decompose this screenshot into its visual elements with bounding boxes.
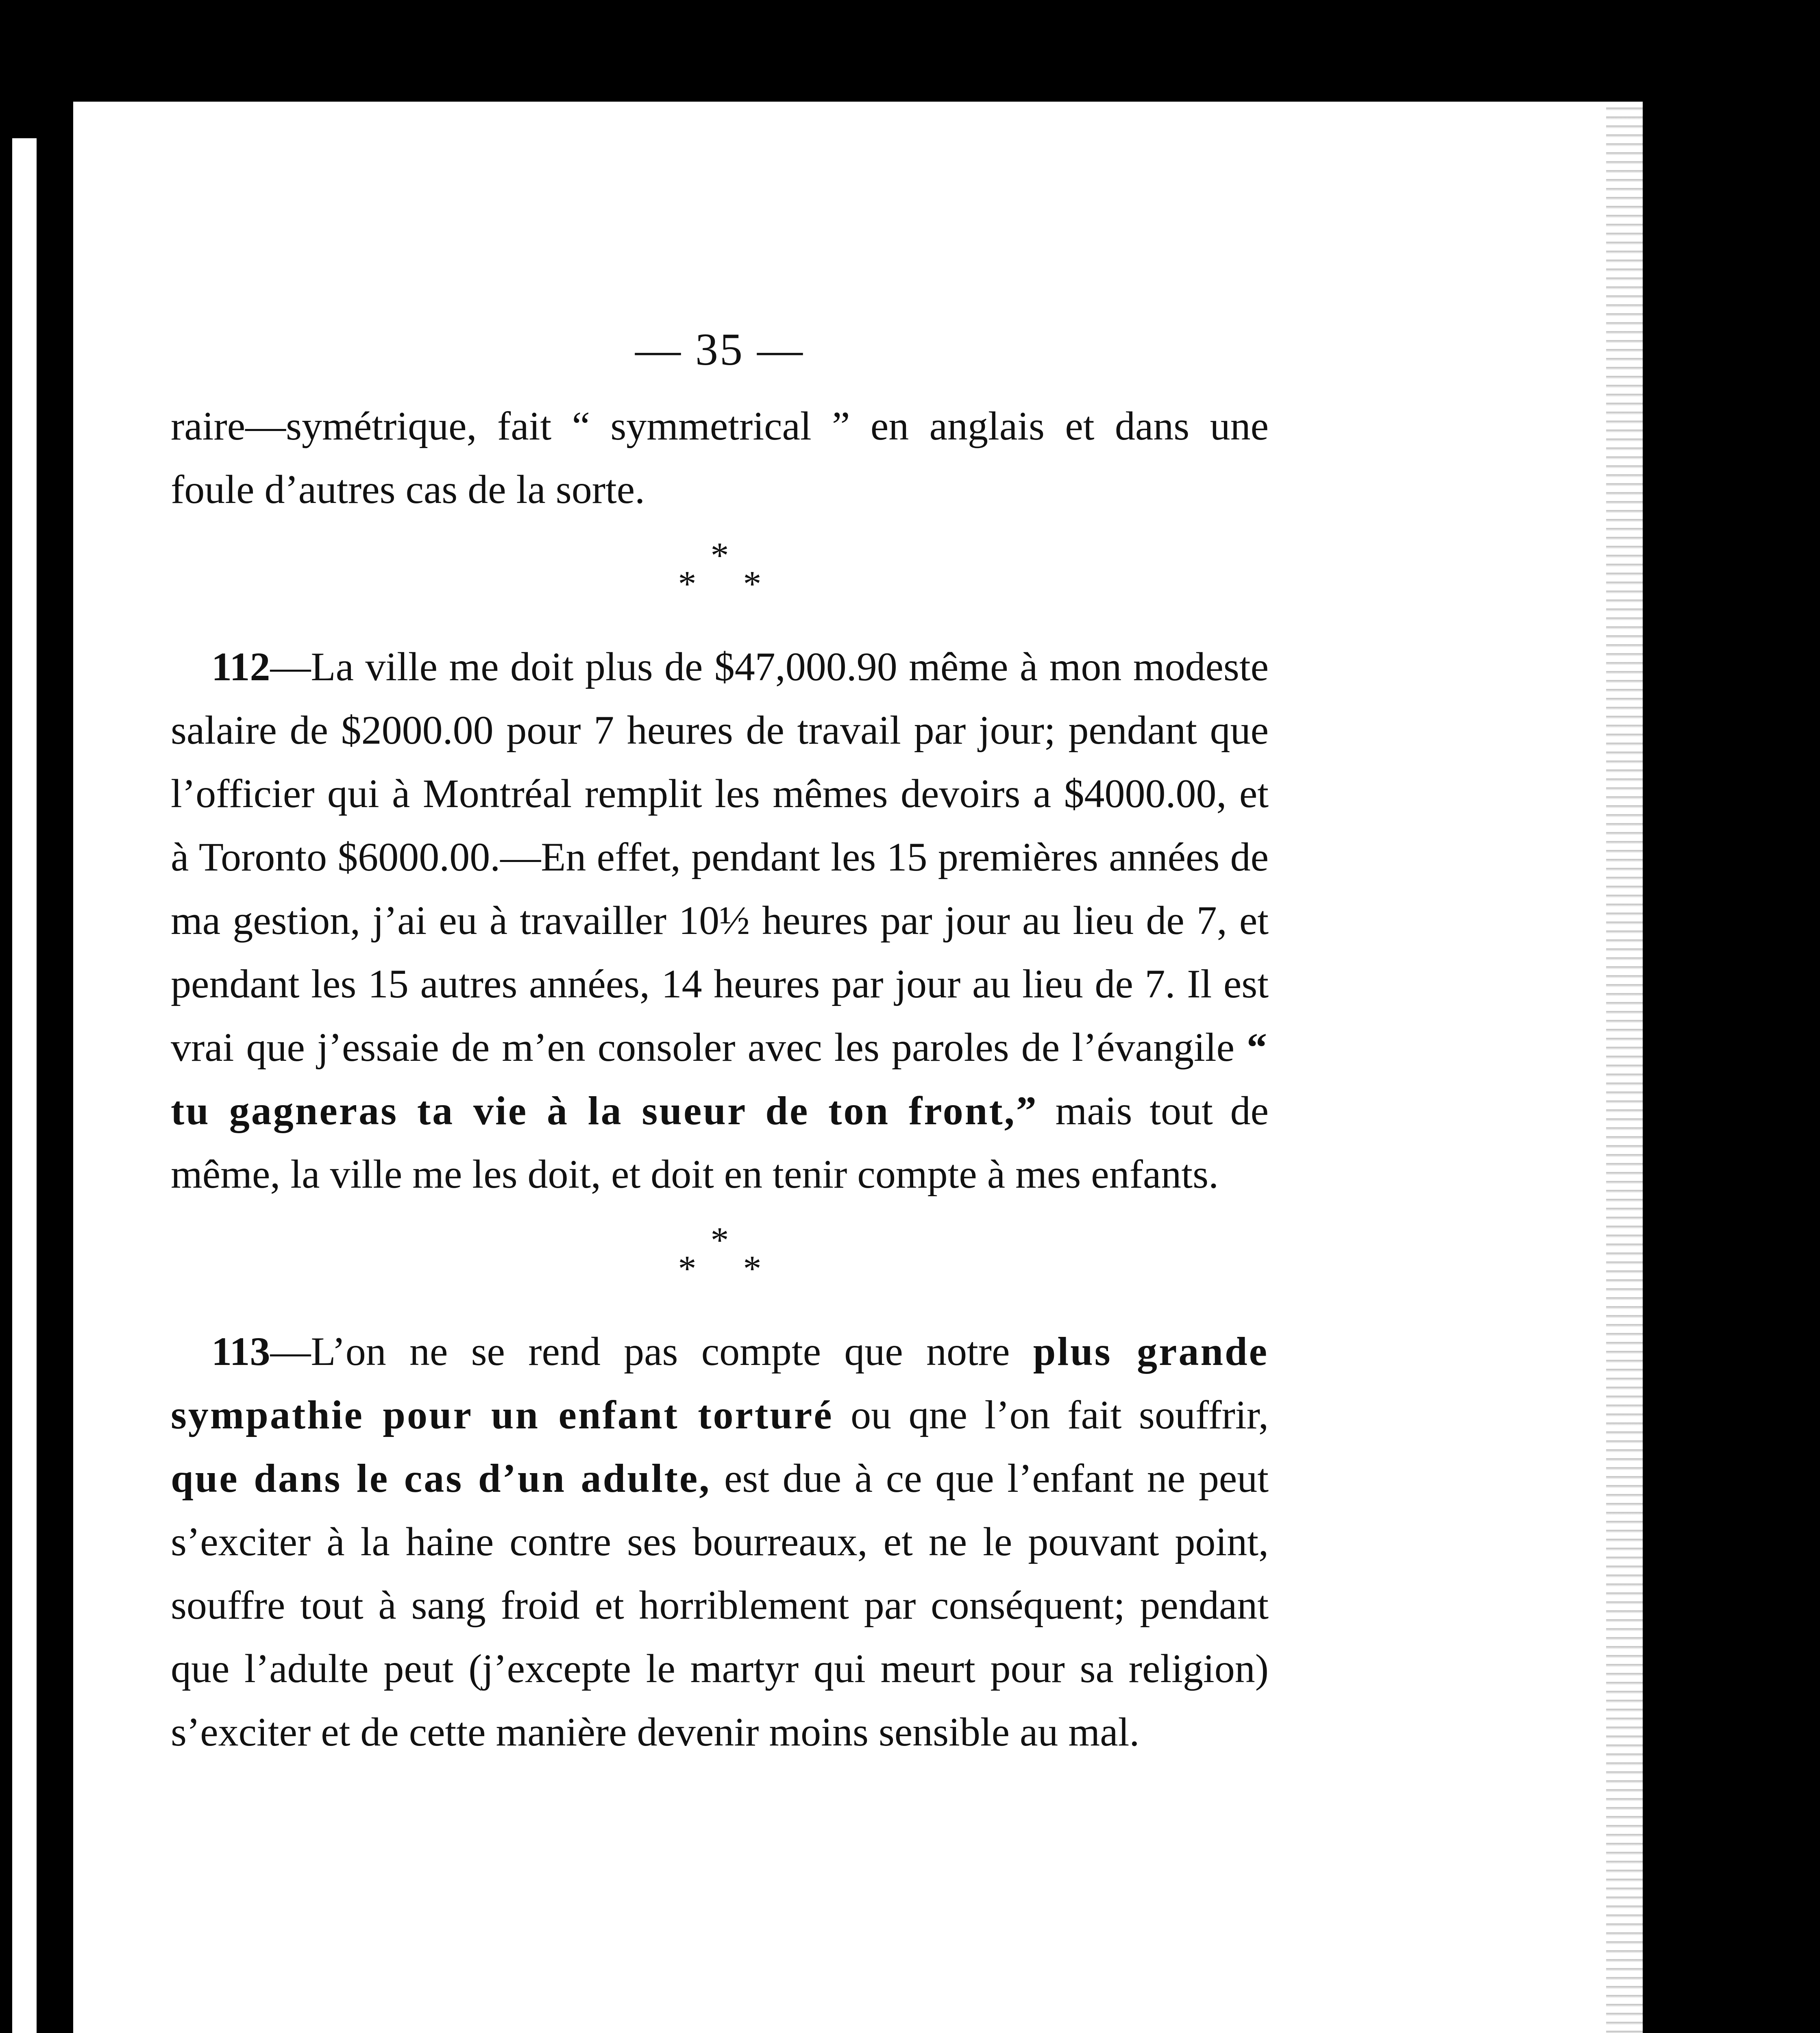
paragraph-112-text-before: —La ville me doit plus de $47,000.90 même à mon modeste salaire de $2000.00 pour 7 heures de travail par jour; pendant que l’officier qui à Montréal remplit les mêmes devoirs a $4000.00, et à Toronto $6000.00.—En effet, pendant les 15 premières années de ma gestion, j’ai eu à travailler 10½ heures par jour au lieu de 7, et pendant les 15 autres années, 14 heures par jour au lieu de 7. Il est vrai que j’essaie de m’en consoler avec les paroles de l’évangile xyxy=(171,644,1269,1070)
paragraph-113-bold-1: plus grande sympathie pour un enfant torturé xyxy=(171,1329,1269,1437)
asterism-star-left: * xyxy=(678,1249,697,1289)
scan-left-edge xyxy=(12,138,37,2033)
asterism-star-top: * xyxy=(710,1220,729,1260)
page-right-edge-noise xyxy=(1606,102,1643,2033)
paragraph-number-113: 113 xyxy=(211,1329,270,1374)
paragraph-112-text-after: mais tout de même, la ville me les doit, et doit en tenir compte à mes enfants. xyxy=(171,1088,1269,1197)
asterism-divider xyxy=(171,535,1269,615)
book-page xyxy=(73,102,1643,2033)
paragraph-113 xyxy=(171,1320,1269,1764)
asterism-star-right: * xyxy=(743,564,762,604)
asterism-star-right: * xyxy=(743,1249,762,1289)
paragraph-113-text-2: ou qne l’on fait souffrir, xyxy=(833,1392,1269,1437)
asterism-divider-2 xyxy=(171,1222,1269,1299)
page-content xyxy=(171,321,1269,1764)
page-number: — 35 — xyxy=(635,324,804,375)
paragraph-number-112: 112 xyxy=(211,644,270,689)
paragraph-113-text-1: —L’on ne se rend pas compte que notre xyxy=(270,1329,1033,1374)
paragraph-112-bold-quote: “ tu gagneras ta vie à la sueur de ton front,” xyxy=(171,1025,1269,1133)
asterism-star-top: * xyxy=(710,535,729,576)
paragraph-113-text-3: est due à ce que l’enfant ne peut s’exciter à la haine contre ses bourreaux, et ne le pouvant point, souffre tout à sang froid et horriblement par conséquent; pendant que l’adulte peut (j’excepte le martyr qui meurt pour sa religion) s’exciter et de cette manière devenir moins sensible au mal. xyxy=(171,1456,1269,1754)
continuation-paragraph: raire—symétrique, fait “ symmetrical ” en anglais et dans une foule d’autres cas de la sorte. xyxy=(171,403,1269,512)
asterism-star-left: * xyxy=(678,564,697,604)
paragraph-113-bold-2: que dans le cas d’un adulte, xyxy=(171,1456,711,1501)
paragraph-112 xyxy=(171,635,1269,1206)
